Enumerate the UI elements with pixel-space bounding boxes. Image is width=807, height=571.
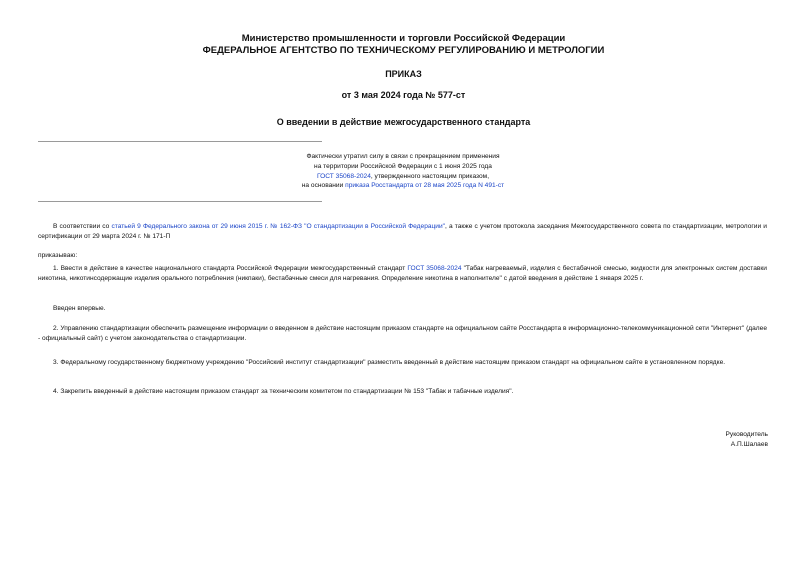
document-title: О введении в действие межгосударственного стандарта (276, 117, 531, 127)
signature-name: А.П.Шалаев (730, 440, 768, 448)
item-1-pre: 1. Ввести в действие в качестве национального стандарта Российской Федерации межгосударственный стандарт (53, 265, 408, 272)
paragraph-item-2: 2. Управлению стандартизации обеспечить размещение информации о введенном в действие настоящим приказом стандарте на официальном сайте Росстандарта в информационно-телекоммуникационной сети "Интернет" (далее - официальный сайт) с учетом законодательства о стандартизации. (38, 325, 767, 342)
gost-standard-link[interactable]: ГОСТ 35068-2024 (407, 265, 462, 272)
signature-block (726, 430, 768, 450)
paragraph-introduced-first: Введен впервые. (53, 305, 106, 312)
paragraph-item-1 (38, 264, 767, 283)
item-1-post: "Табак нагреваемый, изделия с бестабачной смесью, жидкости для электронных систем доставки никотина, никотинсодержащие изделия орального потребления (никпаки), бестабачные смеси для нагревания. Определение никотина в наполнителе" с датой введения в действие 1 января 2025 г. (38, 265, 767, 282)
gost-link[interactable]: ГОСТ 35068-2024 (316, 172, 371, 180)
paragraph-item-3: 3. Федеральному государственному бюджетному учреждению "Российский институт стандартизации" разместить введенный в действие настоящим приказом стандарт на официальном сайте в установленном порядке. (53, 359, 726, 366)
order-date-number: от 3 мая 2024 года № 577-ст (341, 90, 466, 100)
ministry-name: Министерство промышленности и торговли Российской Федерации (241, 33, 566, 44)
rosstandart-order-link[interactable]: приказа Росстандарта от 28 мая 2025 года N 491-ст (345, 182, 505, 190)
note-line-2: на территории Российской Федерации с 1 июня 2025 года (314, 162, 492, 170)
paragraph-preamble (38, 222, 767, 241)
divider-bottom (38, 201, 322, 202)
note-line-4-pre: на основании (301, 182, 346, 190)
order-label: ПРИКАЗ (385, 69, 422, 79)
preamble-post: , а также с учетом протокола заседания Межгосударственного совета по стандартизации, метрологии и сертификации от 29 марта 2024 г. № 171-П (38, 223, 767, 240)
divider-top (38, 141, 322, 142)
agency-name: ФЕДЕРАЛЬНОЕ АГЕНТСТВО ПО ТЕХНИЧЕСКОМУ РЕГУЛИРОВАНИЮ И МЕТРОЛОГИИ (202, 45, 605, 56)
note-line-4 (240, 181, 566, 191)
paragraph-item-4: 4. Закрепить введенный в действие настоящим приказом стандарт за техническим комитетом по стандартизации № 153 "Табак и табачные изделия". (53, 388, 514, 395)
note-line-3 (240, 172, 566, 182)
status-note (240, 152, 566, 191)
paragraph-order-word: приказываю: (38, 252, 78, 259)
signature-role: Руководитель (725, 431, 768, 438)
note-line-1: Фактически утратил силу в связи с прекращением применения (306, 153, 500, 160)
preamble-pre: В соответствии со (53, 223, 112, 230)
document-header (0, 33, 807, 57)
federal-law-link[interactable]: статьей 9 Федерального закона от 29 июня 2015 г. № 162-ФЗ "О стандартизации в Российской Федерации" (111, 223, 446, 230)
note-line-3-rest: , утвержденного настоящим приказом, (370, 172, 490, 180)
